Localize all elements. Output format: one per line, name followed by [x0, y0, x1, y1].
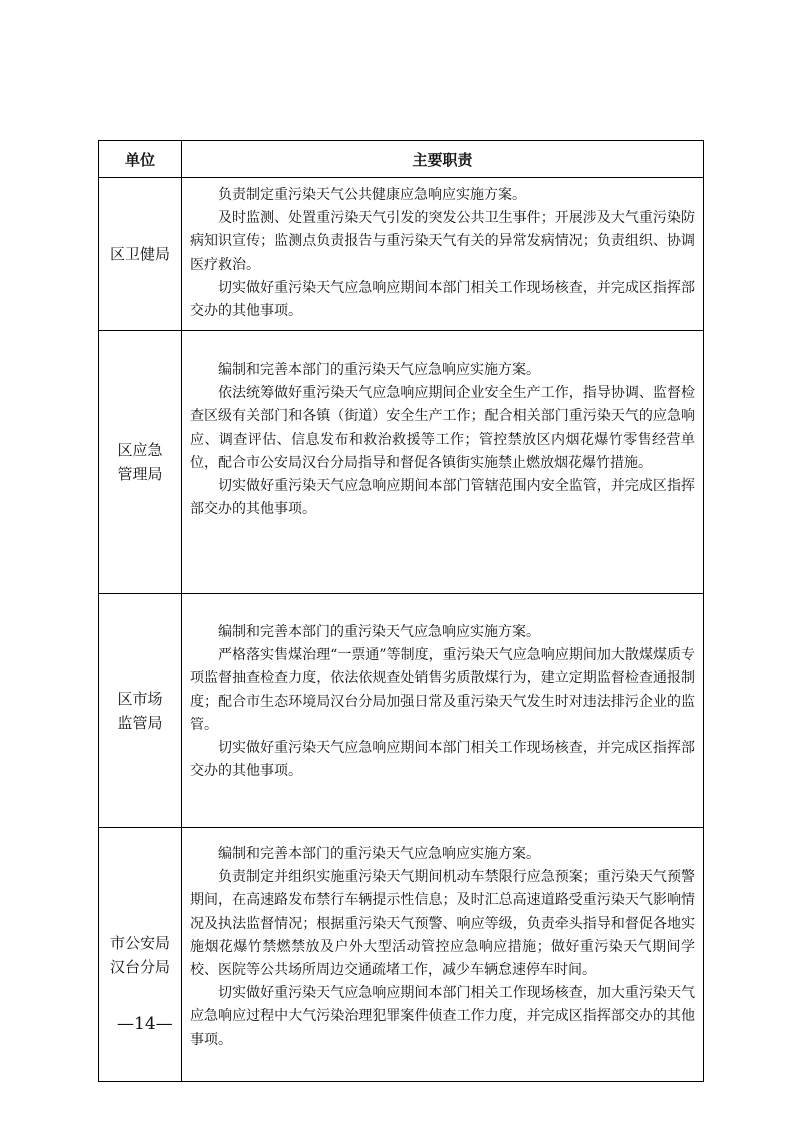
duties-cell — [182, 828, 704, 1082]
duties-cell — [182, 331, 704, 594]
duty-paragraph: 编制和完善本部门的重污染天气应急响应实施方案。 — [218, 624, 540, 640]
duty-paragraph: 依法统筹做好重污染天气应急响应期间企业安全生产工作，指导协调、监督检查区级有关部门和各镇（街道）安全生产工作；配合相关部门重污染天气的应急响应、调查评估、信息发布和救治救援等工作；管控禁放区内烟花爆竹零售经营单位，配合市公安局汉台分局指导和督促各镇街实施禁止燃放烟花爆竹措施。 — [190, 385, 695, 471]
unit-cell — [99, 828, 182, 1082]
duty-paragraph: 切实做好重污染天气应急响应期间本部门管辖范围内安全监管，并完成区指挥部交办的其他事项。 — [190, 478, 695, 518]
unit-name-line: 管理局 — [117, 465, 163, 483]
unit-name-line: 汉台分局 — [109, 957, 170, 976]
unit-cell — [99, 594, 182, 828]
unit-cell — [99, 331, 182, 594]
duty-paragraph: 及时监测、处置重污染天气引发的突发公共卫生事件；开展涉及大气重污染防病知识宣传；监测点负责报告与重污染天气有关的异常发病情况；负责组织、协调医疗救治。 — [190, 210, 695, 273]
duties-cell — [182, 594, 704, 828]
responsibility-table — [98, 140, 704, 1082]
unit-name-line: 区应急 — [117, 441, 163, 459]
unit-cell — [99, 178, 182, 331]
duties-column-header: 主要职责 — [182, 141, 704, 178]
unit-name: 区卫健局 — [109, 245, 170, 263]
duty-paragraph: 负责制定重污染天气公共健康应急响应实施方案。 — [218, 187, 526, 203]
unit-name-line: 区市场 — [117, 689, 163, 708]
unit-name-line: 市公安局 — [109, 933, 170, 952]
table-row — [99, 828, 704, 1082]
table-header-row — [99, 141, 704, 178]
duty-paragraph: 切实做好重污染天气应急响应期间本部门相关工作现场核查，并完成区指挥部交办的其他事项。 — [190, 279, 695, 320]
table-row — [99, 178, 704, 331]
duty-paragraph: 编制和完善本部门的重污染天气应急响应实施方案。 — [218, 362, 540, 378]
duty-paragraph: 严格落实售煤治理“一票通”等制度，重污染天气应急响应期间加大散煤煤质专项监督抽查检查力度，依法依规查处销售劣质散煤行为，建立定期监督检查通报制度；配合市生态环境局汉台分局加强日常及重污染天气发生时对违法排污企业的监管。 — [190, 647, 695, 733]
unit-name-line: 监管局 — [117, 713, 163, 732]
duty-paragraph: 编制和完善本部门的重污染天气应急响应实施方案。 — [218, 846, 540, 862]
unit-column-header: 单位 — [99, 141, 182, 178]
table-row — [99, 331, 704, 594]
page-number: —14— — [117, 1014, 173, 1034]
duty-paragraph: 负责制定并组织实施重污染天气期间机动车禁限行应急预案；重污染天气预警期间，在高速路发布禁行车辆提示性信息；及时汇总高速道路受重污染天气影响情况及执法监督情况；根据重污染天气预警、响应等级，负责牵头指导和督促各地实施烟花爆竹禁燃禁放及户外大型活动管控应急响应措施；做好重污染天气期间学校、医院等公共场所周边交通疏堵工作，减少车辆怠速停车时间。 — [190, 869, 695, 979]
table-row — [99, 594, 704, 828]
duty-paragraph: 切实做好重污染天气应急响应期间本部门相关工作现场核查，并完成区指挥部交办的其他事项。 — [190, 740, 695, 780]
duty-paragraph: 切实做好重污染天气应急响应期间本部门相关工作现场核查，加大重污染天气应急响应过程中大气污染治理犯罪案件侦查工作力度，并完成区指挥部交办的其他事项。 — [190, 985, 695, 1048]
duties-cell — [182, 178, 704, 331]
